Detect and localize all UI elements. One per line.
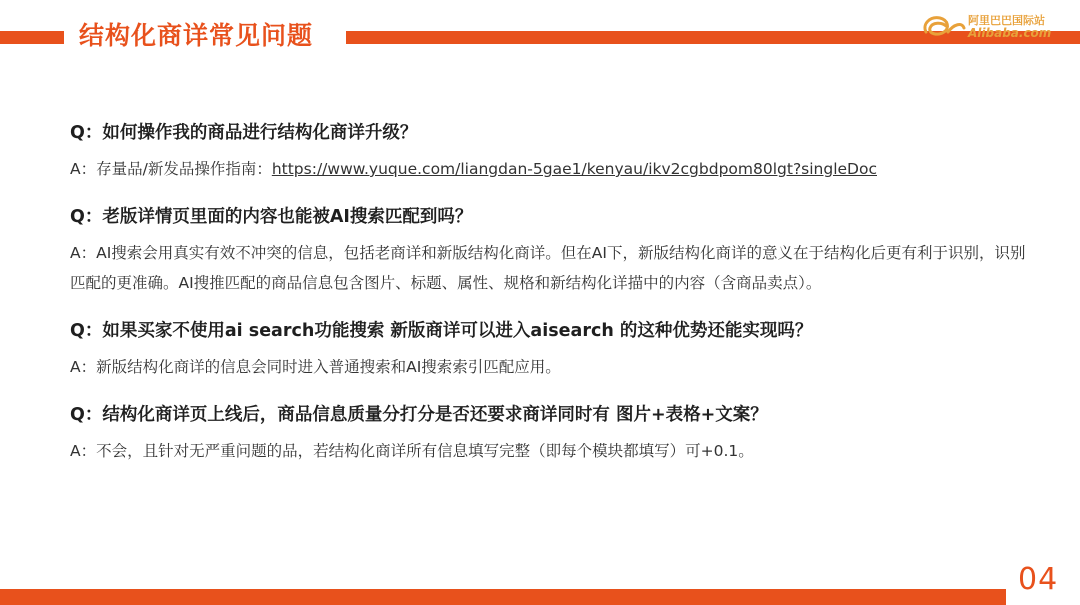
logo-english-text: Alibaba.com: [968, 26, 1052, 40]
faq-item: [70, 204, 1030, 298]
answer: [70, 154, 1030, 184]
faq-item: [70, 402, 1030, 466]
footer-bar: [0, 589, 1006, 605]
logo-chinese-text: 阿里巴巴国际站: [968, 14, 1045, 27]
answer: A：新版结构化商详的信息会同时进入普通搜索和AI搜索索引匹配应用。: [70, 358, 561, 376]
header-bar-left: [0, 31, 64, 44]
alibaba-logo-icon: [920, 10, 966, 40]
faq-item: [70, 318, 1030, 382]
page-title: 结构化商详常见问题: [79, 21, 314, 50]
question: Q：如何操作我的商品进行结构化商详升级？: [70, 123, 418, 143]
question: Q：老版详情页里面的内容也能被AI搜索匹配到吗？: [70, 207, 473, 227]
answer: A：AI搜索会用真实有效不冲突的信息，包括老商详和新版结构化商详。但在AI下，新版结构化商详的意义在于结构化后更有利于识别，识别匹配的更准确。AI搜推匹配的商品信息包含图片、标题、属性、规格和新结构化详描中的内容（含商品卖点）。: [70, 244, 1026, 292]
answer-prefix: A：存量品/新发品操作指南：: [70, 160, 272, 178]
alibaba-logo: [920, 10, 1060, 42]
question: Q：结构化商详页上线后，商品信息质量分打分是否还要求商详同时有 图片+表格+文案？: [70, 405, 768, 425]
answer: A：不会，且针对无严重问题的品，若结构化商详所有信息填写完整（即每个模块都填写）可+0.1。: [70, 442, 754, 460]
faq-list: [70, 120, 1030, 486]
page-number: 04: [1018, 562, 1059, 597]
question: Q：如果买家不使用ai search功能搜索 新版商详可以进入aisearch 的这种优势还能实现吗？: [70, 321, 813, 341]
faq-item: [70, 120, 1030, 184]
guide-link[interactable]: https://www.yuque.com/liangdan-5gae1/kenyau/ikv2cgbdpom80lgt?singleDoc: [271, 160, 877, 178]
